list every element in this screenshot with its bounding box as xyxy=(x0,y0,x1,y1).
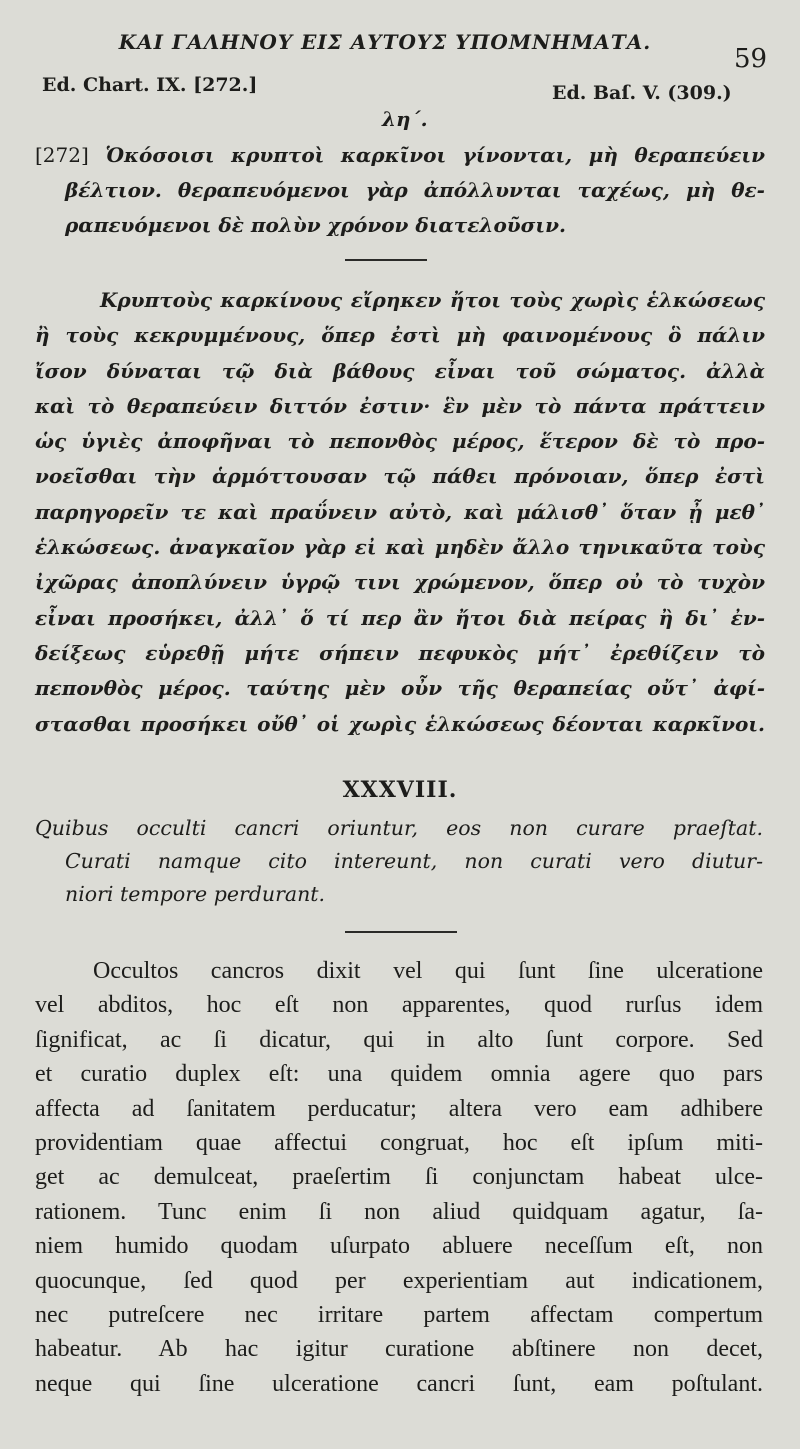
edition-reference-chartier: Ed. Chart. IX. [272.] xyxy=(42,74,258,96)
latin-commentary-line: neque qui ſine ulceratione cancri ſunt, eam poſtulant. xyxy=(35,1370,763,1397)
greek-commentary-line: ἰχῶρας ἀποπλύνειν ὑγρῷ τινι χρώμενον, ὅπερ οὐ τὸ τυχὸν xyxy=(35,570,765,595)
page-marker: [272] xyxy=(35,143,89,167)
greek-aphorism-line: [272] Ὁκόσοισι κρυπτοὶ καρκῖνοι γίνονται, μὴ θεραπεύειν xyxy=(35,143,765,167)
greek-commentary-line: πεπονθὸς μέρος. ταύτης μὲν οὖν τῆς θεραπείας οὔτ᾽ ἀφί- xyxy=(35,676,765,701)
edition-reference-basel: Ed. Baſ. V. (309.) xyxy=(552,82,732,104)
separator-rule xyxy=(345,259,427,261)
latin-commentary-line: vel abditos, hoc eſt non apparentes, quod rurſus idem xyxy=(35,992,763,1019)
latin-aphorism-line: niori tempore perdurant. xyxy=(65,882,326,906)
latin-commentary-line: ſignificat, ac ſi dicatur, qui in alto ſunt corpore. Sed xyxy=(35,1026,763,1053)
greek-commentary-line: παρηγορεῖν τε καὶ πραΰνειν αὐτὸ, καὶ μάλισθ᾽ ὅταν ᾖ μεθ᾽ xyxy=(35,499,765,524)
greek-section-number: λη΄. xyxy=(382,107,428,131)
greek-aphorism-line: βέλτιον. θεραπευόμενοι γὰρ ἀπόλλυνται ταχέως, μὴ θε- xyxy=(65,178,765,202)
latin-commentary-line: providentiam quae affectui congruat, hoc eſt ipſum miti- xyxy=(35,1130,763,1157)
greek-commentary-line: στασθαι προσήκει οὔθ᾽ οἱ χωρὶς ἑλκώσεως δέονται καρκῖνοι. xyxy=(35,711,765,736)
greek-commentary xyxy=(35,283,765,742)
greek-aphorism-line: ραπευόμενοι δὲ πολὺν χρόνον διατελοῦσιν. xyxy=(65,213,566,237)
latin-aphorism-line: Curati namque cito intereunt, non curati vero diutur- xyxy=(65,849,763,873)
latin-commentary-line: niem humido quodam uſurpato abluere neceſſum eſt, non xyxy=(35,1233,763,1260)
greek-commentary-line: καὶ τὸ θεραπεύειν διττόν ἐστιν· ἓν μὲν τὸ πάντα πράττειν xyxy=(35,393,765,418)
latin-commentary-line: et curatio duplex eſt: una quidem omnia agere quo pars xyxy=(35,1061,763,1088)
latin-section-number: XXXVIII. xyxy=(342,777,458,803)
latin-commentary-line: affecta ad ſanitatem perducatur; altera vero eam adhibere xyxy=(35,1095,763,1122)
latin-commentary-line: nec putreſcere nec irritare partem affectam compertum xyxy=(35,1302,763,1329)
latin-aphorism xyxy=(35,812,763,911)
latin-commentary-line: get ac demulceat, praeſertim ſi conjunctam habeat ulce- xyxy=(35,1164,763,1191)
page-number: 59 xyxy=(734,44,768,74)
greek-commentary-line: εἶναι προσήκει, ἀλλ᾽ ὅ τί περ ἂν ἤτοι διὰ πείρας ἢ δι᾽ ἐν- xyxy=(35,605,765,630)
greek-commentary-line: δείξεως εὑρεθῇ μήτε σήπειν πεφυκὸς μήτ᾽ ἐρεθίζειν τὸ xyxy=(35,640,765,665)
greek-commentary-line: ἴσον δύναται τῷ διὰ βάθους εἶναι τοῦ σώματος. ἀλλὰ xyxy=(35,358,765,383)
latin-commentary-line: rationem. Tunc enim ſi non aliud quidquam agatur, ſa- xyxy=(35,1198,763,1225)
greek-commentary-line: ὡς ὑγιὲς ἀποφῆναι τὸ πεπονθὸς μέρος, ἕτερον δὲ τὸ προ- xyxy=(35,429,765,454)
latin-commentary-line: quocunque, ſed quod per experientiam aut indicationem, xyxy=(35,1267,763,1294)
separator-rule xyxy=(345,931,457,933)
latin-commentary-line: habeatur. Ab hac igitur curatione abſtinere non decet, xyxy=(35,1336,763,1363)
greek-commentary-line: νοεῖσθαι τὴν ἁρμόττουσαν τῷ πάθει πρόνοιαν, ὅπερ ἐστὶ xyxy=(35,464,765,489)
greek-commentary-line: ἑλκώσεως. ἀναγκαῖον γὰρ εἰ καὶ μηδὲν ἄλλο τηνικαῦτα τοὺς xyxy=(35,535,765,560)
greek-commentary-line: ἢ τοὺς κεκρυμμένους, ὅπερ ἐστὶ μὴ φαινομένους ὃ πάλιν xyxy=(35,323,765,348)
greek-commentary-line: Κρυπτοὺς καρκίνους εἴρηκεν ἤτοι τοὺς χωρὶς ἑλκώσεως xyxy=(100,288,765,312)
greek-aphorism xyxy=(35,138,765,243)
latin-commentary xyxy=(35,954,763,1401)
latin-commentary-line: Occultos cancros dixit vel qui ſunt ſine ulceratione xyxy=(93,958,763,984)
running-title: ΚΑΙ ΓΑΛΗΝΟΥ ΕΙΣ ΑΥΤΟΥΣ ΥΠΟΜΝΗΜΑΤΑ. xyxy=(118,30,652,54)
latin-aphorism-line: Quibus occulti cancri oriuntur, eos non curare praeſtat. xyxy=(35,816,763,840)
